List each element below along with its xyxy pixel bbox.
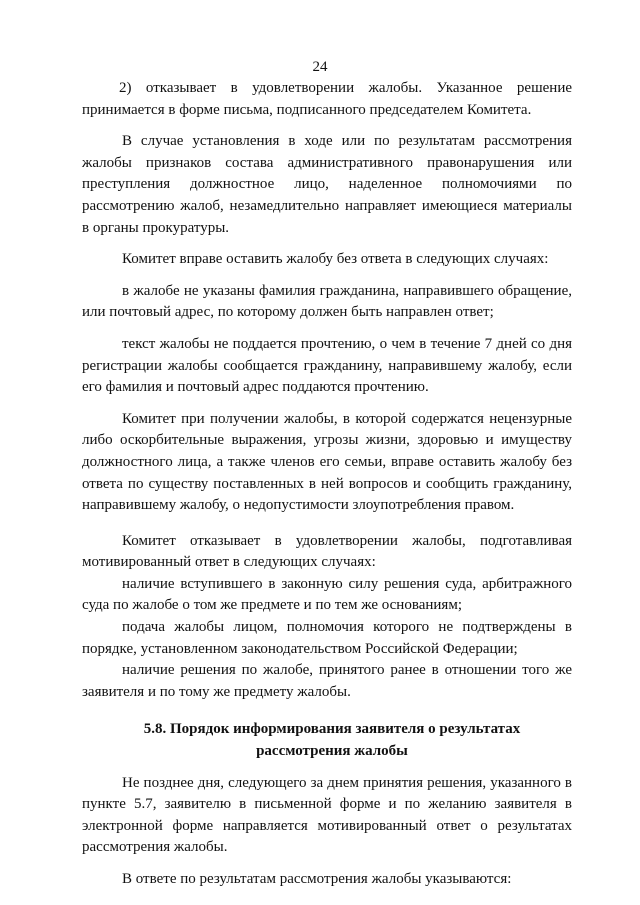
paragraph-no-name-or-address: в жалобе не указаны фамилия гражданина, направившего обращение, или почтовый адрес, по которому должен быть направлен ответ; (82, 282, 572, 321)
paragraph-prior-decision: наличие решения по жалобе, принятого ранее в отношении того же заявителя и по тому же предмету жалобы. (82, 662, 572, 700)
section-heading (82, 719, 572, 762)
page-number: 24 (312, 59, 328, 75)
paragraph-unreadable-text: текст жалобы не поддается прочтению, о чем в течение 7 дней со дня регистрации жалобы сообщается гражданину, направившему жалобу, если его фамилия и почтовый адрес поддаются прочтению. (82, 335, 572, 396)
paragraph-refusal-decision: 2) отказывает в удовлетворении жалобы. Указанное решение принимается в форме письма, подписанного председателем Комитета. (82, 80, 572, 118)
section-heading-line-2: рассмотрения жалобы (256, 743, 408, 760)
document-body (82, 78, 572, 891)
paragraph-offensive-content: Комитет при получении жалобы, в которой содержатся нецензурные либо оскорбительные выражения, угрозы жизни, здоровью и имуществу должностного лица, а также членов его семьи, вправе оставить жалобу без ответа по существу поставленных в ней вопросов и сообщить гражданину, направившему жалобу, о недопустимости злоупотребления правом. (82, 410, 572, 514)
paragraph-prosecution-referral: В случае установления в ходе или по результатам рассмотрения жалобы признаков состава административного правонарушения или преступления должностное лицо, наделенное полномочиями по рассмотрению жалоб, незамедлительно направляет имеющиеся материалы в органы прокуратуры. (82, 133, 572, 236)
paragraph-no-answer-cases: Комитет вправе оставить жалобу без ответа в следующих случаях: (122, 251, 549, 268)
paragraph-unconfirmed-authority: подача жалобы лицом, полномочия которого не подтверждены в порядке, установленном законодательством Российской Федерации; (82, 619, 572, 657)
paragraph-refusal-with-reasons: Комитет отказывает в удовлетворении жалобы, подготавливая мотивированный ответ в следующих случаях: (82, 532, 572, 571)
paragraph-response-deadline: Не позднее дня, следующего за днем принятия решения, указанного в пункте 5.7, заявителю в письменной форме и по желанию заявителя в электронной форме направляется мотивированный ответ о результатах рассмотрения жалобы. (82, 774, 572, 856)
paragraph-court-decision: наличие вступившего в законную силу решения суда, арбитражного суда по жалобе о том же предмете и по тем же основаниям; (82, 575, 572, 614)
section-heading-line-1: 5.8. Порядок информирования заявителя о результатах (143, 721, 521, 738)
paragraph-response-contents: В ответе по результатам рассмотрения жалобы указываются: (122, 871, 512, 887)
